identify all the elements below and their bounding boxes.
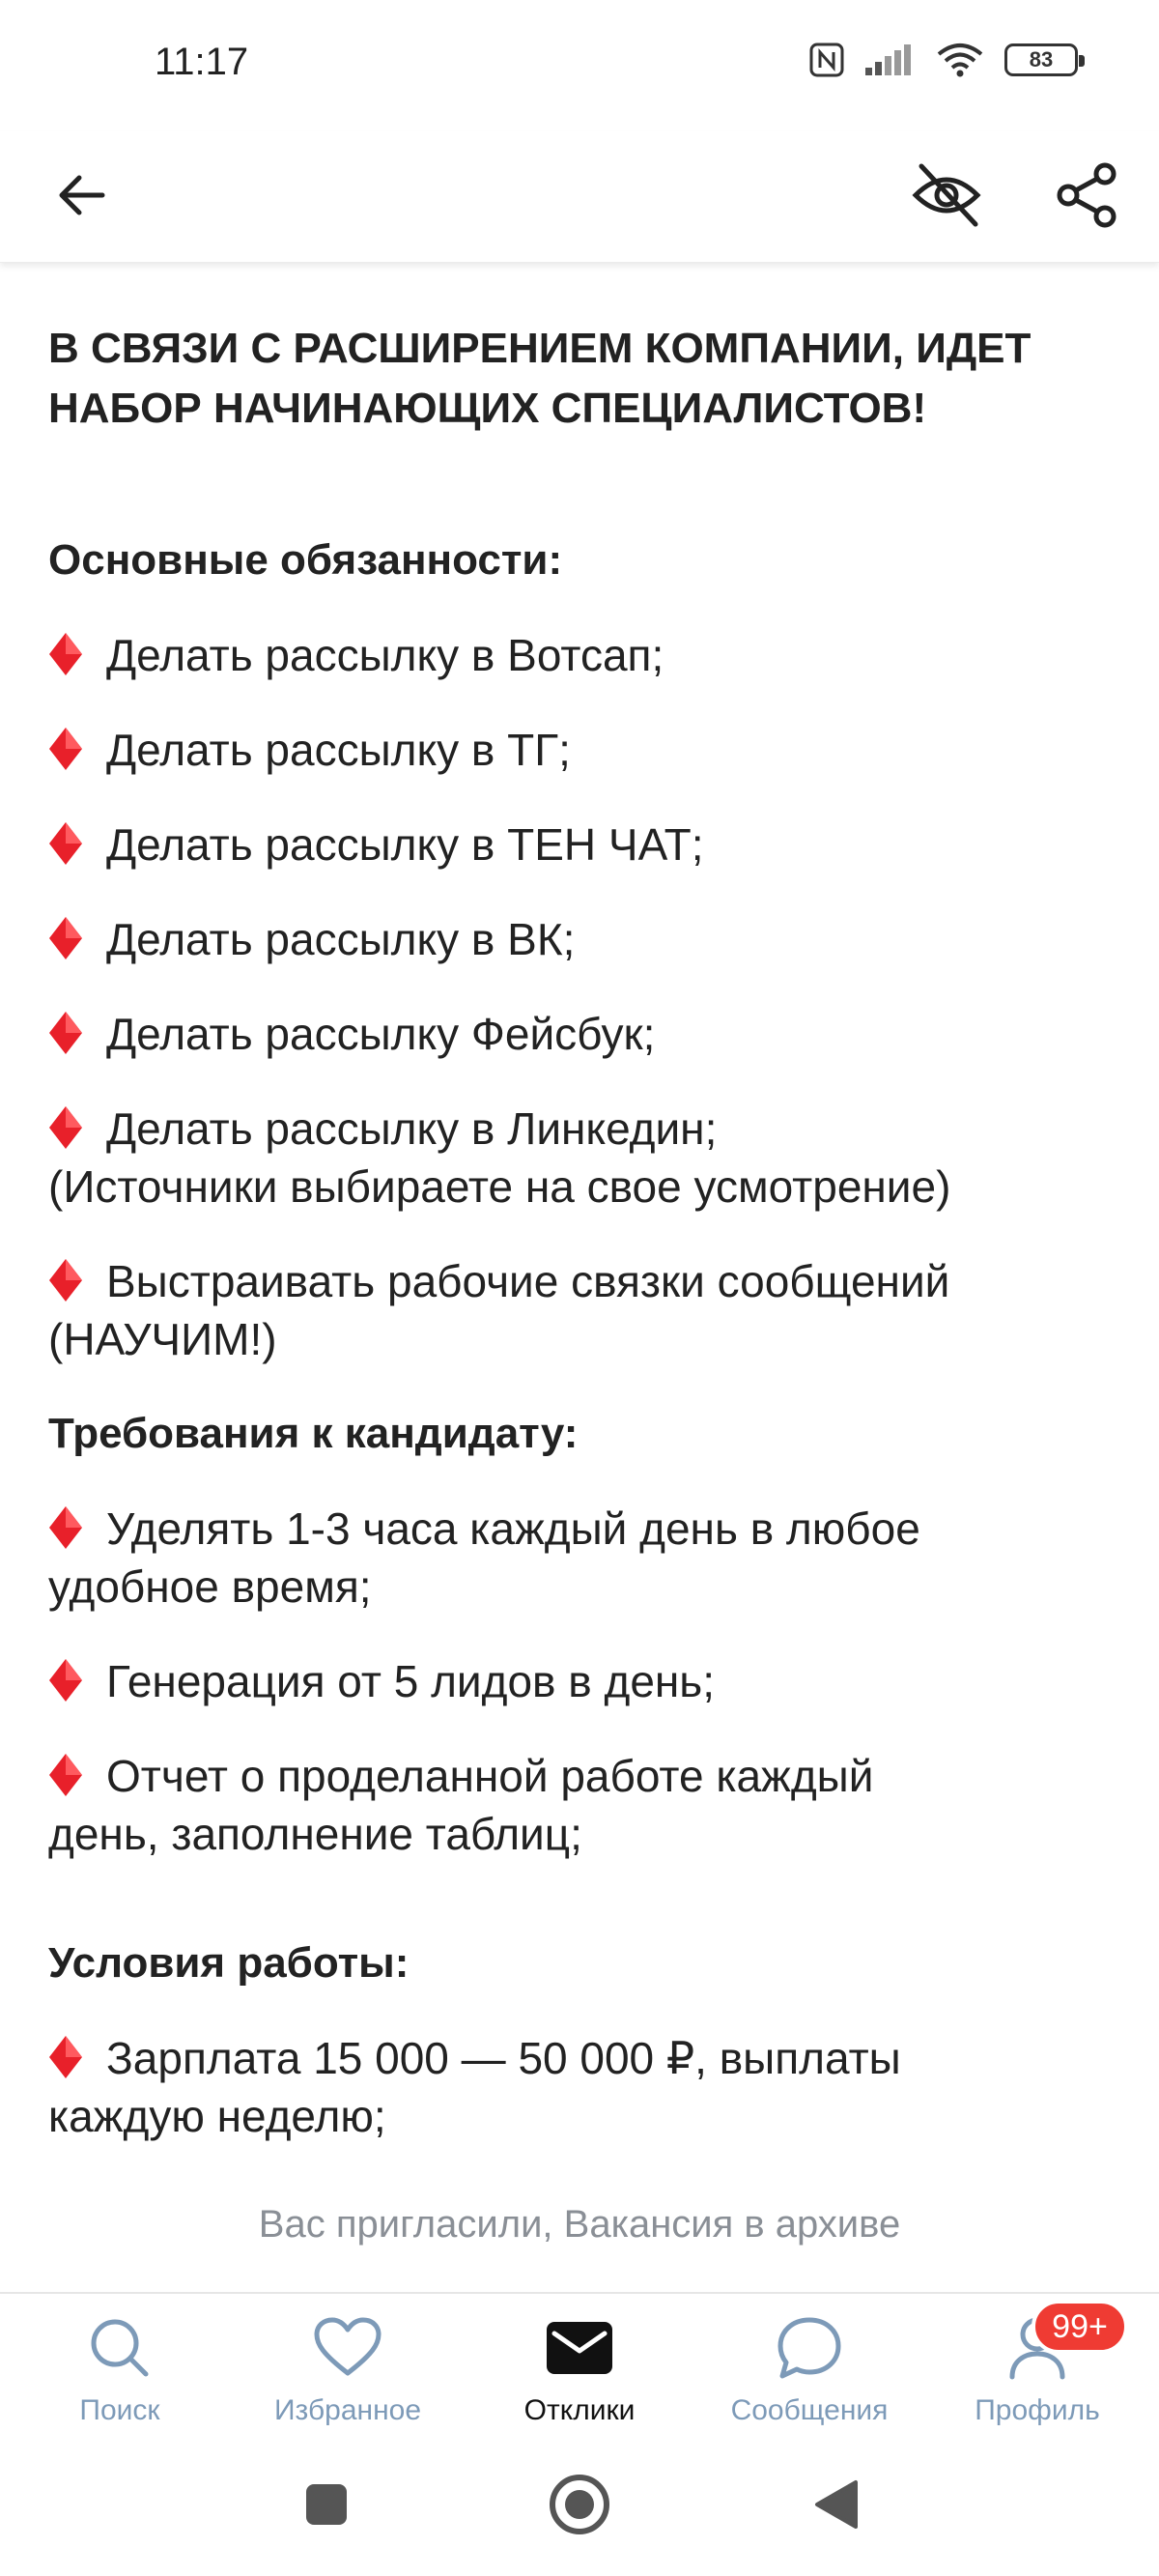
chat-icon	[775, 2313, 844, 2383]
red-diamond-icon	[48, 632, 83, 676]
share-button[interactable]	[1049, 158, 1126, 236]
wifi-icon	[937, 43, 983, 77]
list-item: Делать рассылку в ТГ;	[48, 721, 1120, 779]
back-triangle-icon	[813, 2478, 860, 2535]
nav-item-favorites[interactable]	[241, 2313, 454, 2429]
vacancy-title: В СВЯЗИ С РАСШИРЕНИЕМ КОМПАНИИ, ИДЕТ НАБОР НАЧИНАЮЩИХ СПЕЦИАЛИСТОВ!	[48, 325, 1032, 432]
system-back-button[interactable]	[806, 2476, 867, 2537]
red-diamond-icon	[48, 1105, 83, 1150]
requirements-heading: Требования к кандидату:	[48, 1410, 579, 1457]
eye-off-icon	[910, 158, 983, 237]
conditions-heading: Условия работы:	[48, 1939, 410, 1987]
list-item-continuation: каждую неделю;	[48, 2091, 386, 2141]
list-item: Делать рассылку Фейсбук;	[48, 1005, 1120, 1063]
heart-icon	[313, 2313, 382, 2383]
red-diamond-icon	[48, 1011, 83, 1055]
signal-icon	[865, 44, 916, 75]
list-item: Зарплата 15 000 — 50 000 ₽, выплаты	[48, 2029, 1120, 2087]
duties-heading: Основные обязанности:	[48, 536, 563, 584]
status-icons	[809, 43, 1078, 77]
red-diamond-icon	[48, 1258, 83, 1302]
share-icon	[1055, 160, 1120, 235]
list-item-continuation: день, заполнение таблиц;	[48, 1809, 582, 1859]
list-item-continuation: удобное время;	[48, 1561, 372, 1612]
nav-item-search[interactable]	[14, 2313, 226, 2429]
back-arrow-icon	[54, 168, 108, 227]
nav-label: Сообщения	[730, 2394, 889, 2426]
red-diamond-icon	[48, 1658, 83, 1703]
recents-square-icon	[304, 2482, 349, 2532]
nav-label: Отклики	[523, 2394, 636, 2426]
red-diamond-icon	[48, 2035, 83, 2079]
status-bar	[0, 0, 1159, 131]
recents-button[interactable]	[296, 2476, 357, 2537]
battery-icon	[1004, 43, 1078, 76]
nav-item-messages[interactable]	[703, 2313, 916, 2429]
red-diamond-icon	[48, 821, 83, 866]
nfc-icon	[809, 43, 844, 77]
red-diamond-icon	[48, 1753, 83, 1797]
list-item: Генерация от 5 лидов в день;	[48, 1652, 1120, 1710]
hide-vacancy-button[interactable]	[908, 158, 985, 236]
list-item: Уделять 1-3 часа каждый день в любое	[48, 1500, 1120, 1558]
mail-icon	[545, 2313, 614, 2383]
profile-notification-badge: 99+	[1032, 2300, 1128, 2354]
bottom-navigation	[0, 2292, 1159, 2437]
nav-label: Избранное	[273, 2394, 422, 2426]
list-item: Делать рассылку в ВК;	[48, 910, 1120, 968]
nav-item-responses[interactable]	[473, 2313, 686, 2429]
back-button[interactable]	[42, 158, 120, 236]
nav-label: Поиск	[79, 2394, 160, 2426]
list-item-continuation: (НАУЧИМ!)	[48, 1314, 277, 1364]
nav-label: Профиль	[975, 2394, 1100, 2426]
list-item: Отчет о проделанной работе каждый	[48, 1747, 1120, 1805]
search-icon	[85, 2313, 155, 2383]
list-item: Делать рассылку в ТЕН ЧАТ;	[48, 816, 1120, 873]
list-item-note: (Источники выбираете на свое усмотрение)	[48, 1161, 951, 1212]
battery-level: 83	[1029, 47, 1054, 72]
list-item: Делать рассылку в Линкедин;	[48, 1100, 1120, 1158]
status-time: 11:17	[155, 41, 249, 83]
list-item: Делать рассылку в Вотсап;	[48, 626, 1120, 684]
vacancy-status-note: Вас пригласили, Вакансия в архиве	[258, 2203, 901, 2246]
app-bar	[0, 131, 1159, 263]
system-navigation	[0, 2437, 1159, 2576]
red-diamond-icon	[48, 727, 83, 771]
home-button[interactable]	[549, 2476, 610, 2537]
red-diamond-icon	[48, 916, 83, 960]
home-circle-icon	[549, 2474, 610, 2540]
list-item: Выстраивать рабочие связки сообщений	[48, 1252, 1120, 1310]
red-diamond-icon	[48, 1505, 83, 1550]
